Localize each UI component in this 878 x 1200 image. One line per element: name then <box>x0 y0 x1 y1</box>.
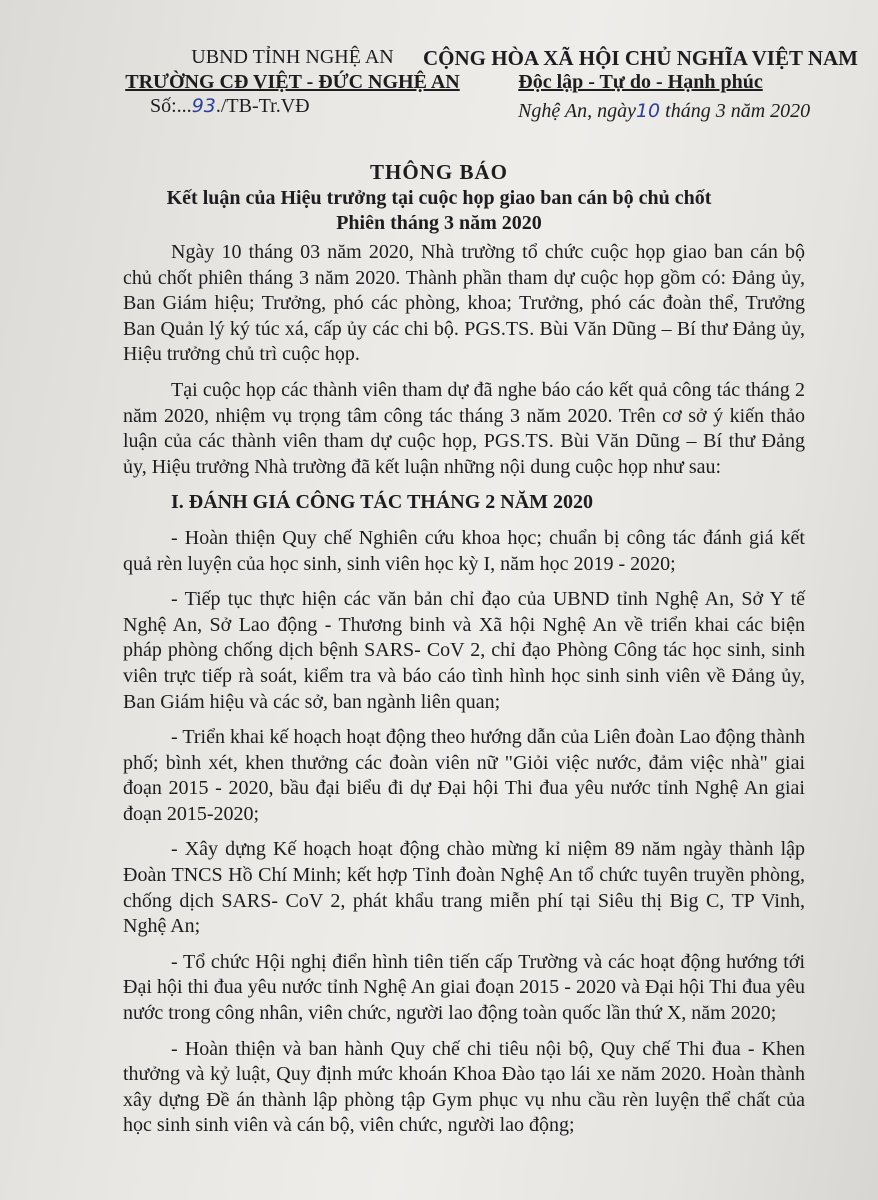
issuer-name <box>115 71 470 94</box>
national-motto-text: Độc lập - Tự do - Hạnh phúc <box>518 71 763 93</box>
paragraph-summary: Tại cuộc họp các thành viên tham dự đã nghe báo cáo kết quả công tác tháng 2 năm 2020, nhiệm vụ trọng tâm công tác tháng 3 năm 2020. Trên cơ sở ý kiến thảo luận của các thành viên tham dự cuộc họp, PGS.TS. Bùi Văn Dũng – Bí thư Đảng ủy, Hiệu trưởng Nhà trường đã kết luận những nội dung cuộc họp như sau: <box>123 378 805 478</box>
document-date <box>518 100 810 123</box>
document-subtitle: Kết luận của Hiệu trưởng tại cuộc họp giao ban cán bộ chủ chốt <box>166 187 712 209</box>
list-item: - Hoàn thiện Quy chế Nghiên cứu khoa học; chuẩn bị công tác đánh giá kết quả rèn luyện của học sinh, sinh viên học kỳ I, năm học 2019 - 2020; <box>123 526 805 575</box>
issuer-name-text: TRƯỜNG CĐ VIỆT - ĐỨC NGHỆ AN <box>125 71 460 93</box>
list-item: - Hoàn thiện và ban hành Quy chế chi tiêu nội bộ, Quy chế Thi đua - Khen thưởng và kỷ luật, Quy định mức khoán Khoa Đào tạo lái xe năm 2020. Hoàn thành xây dựng Đề án thành lập phòng tập Gym phục vụ nhu cầu rèn luyện thể chất của học sinh sinh viên và cán bộ, viên chức, người lao động; <box>123 1037 805 1137</box>
list-item: - Xây dựng Kế hoạch hoạt động chào mừng kỉ niệm 89 năm ngày thành lập Đoàn TNCS Hồ Chí Minh; kết hợp Tỉnh đoàn Nghệ An tổ chức tuyên truyền phòng, chống dịch SARS- CoV 2, phát khẩu trang miễn phí tại Siêu thị Big C, TP Vinh, Nghệ An; <box>123 838 805 938</box>
document-title: THÔNG BÁO <box>370 160 508 184</box>
document-body <box>123 240 805 1149</box>
document-title-block <box>0 160 878 235</box>
date-suffix: tháng 3 năm 2020 <box>660 100 811 122</box>
national-motto <box>418 71 863 94</box>
national-title: CỘNG HÒA XÃ HỘI CHỦ NGHĨA VIỆT NAM <box>422 46 859 70</box>
document-header <box>0 32 878 142</box>
document-session: Phiên tháng 3 năm 2020 <box>336 212 542 234</box>
list-item: - Triển khai kế hoạch hoạt động theo hướng dẫn của Liên đoàn Lao động thành phố; bình xét, khen thưởng các đoàn viên nữ "Giỏi việc nước, đảm việc nhà" giai đoạn 2015 - 2020, bầu đại biểu đi dự Đại hội Thi đua yêu nước tỉnh Nghệ An giai đoạn 2015-2020; <box>123 726 805 825</box>
document-number-suffix: ./TB-Tr.VĐ <box>215 95 310 117</box>
date-prefix: Nghệ An, ngày <box>518 100 636 122</box>
list-item: - Tiếp tục thực hiện các văn bản chỉ đạo của UBND tỉnh Nghệ An, Sở Y tế Nghệ An, Sở Lao động - Thương binh và Xã hội Nghệ An về triển khai các biện pháp phòng chống dịch bệnh SARS- CoV 2, chỉ đạo Phòng Công tác học sinh, sinh viên trực tiếp rà soát, kiểm tra và báo cáo tình hình học sinh sinh viên về Đảng ủy, Ban Giám hiệu và các sở, ban ngành liên quan; <box>123 588 805 713</box>
document-number-prefix: Số:... <box>150 95 192 117</box>
issuer-authority: UBND TỈNH NGHỆ AN <box>191 46 394 68</box>
section-heading-1: I. ĐÁNH GIÁ CÔNG TÁC THÁNG 2 NĂM 2020 <box>171 491 594 514</box>
paragraph-intro: Ngày 10 tháng 03 năm 2020, Nhà trường tổ chức cuộc họp giao ban cán bộ chủ chốt phiên tháng 3 năm 2020. Thành phần tham dự cuộc họp gồm có: Đảng ủy, Ban Giám hiệu; Trưởng, phó các phòng, khoa; Trưởng, phó các đoàn thể, Trưởng Ban Quản lý ký túc xá, cấp ủy các chi bộ. PGS.TS. Bùi Văn Dũng – Bí thư Đảng ủy, Hiệu trưởng chủ trì cuộc họp. <box>123 241 805 366</box>
document-number <box>150 95 310 118</box>
list-item: - Tổ chức Hội nghị điển hình tiên tiến cấp Trường và các hoạt động hướng tới Đại hội thi đua yêu nước tỉnh Nghệ An giai đoạn 2015 - 2020 và Đại hội Thi đua yêu nước trong công nhân, viên chức, người lao động toàn quốc lần thứ X, năm 2020; <box>123 950 805 1025</box>
document-number-handwritten: 93 <box>191 95 216 117</box>
date-day-handwritten: 10 <box>635 100 661 122</box>
